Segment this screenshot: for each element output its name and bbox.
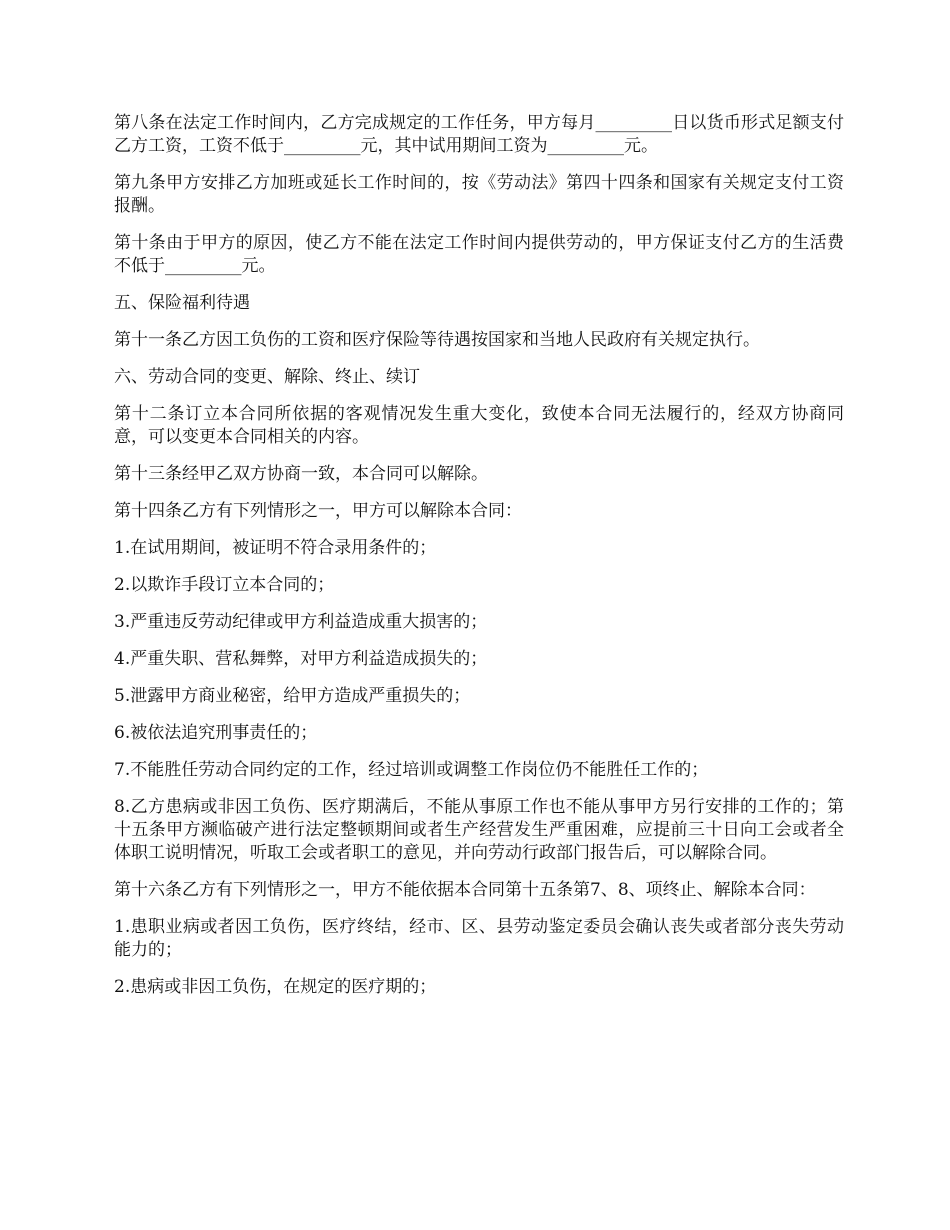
list-item-14-5: 5.泄露甲方商业秘密，给甲方造成严重损失的； <box>114 686 471 706</box>
document-page <box>114 112 844 1013</box>
paragraph-article-16: 第十六条乙方有下列情形之一，甲方不能依据本合同第十五条第7、8、项终止、解除本合同： <box>114 880 816 900</box>
list-item-14-3: 3.严重违反劳动纪律或甲方利益造成重大损害的； <box>114 612 488 632</box>
list-item-14-8-and-article-15: 8.乙方患病或非因工负伤、医疗期满后，不能从事原工作也不能从事甲方另行安排的工作的；第十五条甲方濒临破产进行法定整顿期间或者生产经营发生严重困难，应提前三十日向工会或者全体职工说明情况，听取工会或者职工的意见，并向劳动行政部门报告后，可以解除合同。 <box>114 797 844 863</box>
paragraph-article-10: 第十条由于甲方的原因，使乙方不能在法定工作时间内提供劳动的，甲方保证支付乙方的生活费不低于_________元。 <box>114 233 844 276</box>
section-heading-insurance-welfare: 五、保险福利待遇 <box>114 293 250 313</box>
list-item-14-1: 1.在试用期间，被证明不符合录用条件的； <box>114 538 437 558</box>
paragraph-article-8: 第八条在法定工作时间内，乙方完成规定的工作任务，甲方每月_________日以货币形式足额支付乙方工资，工资不低于_________元，其中试用期间工资为_________元。 <box>114 113 844 156</box>
list-item-14-6: 6.被依法追究刑事责任的； <box>114 723 318 743</box>
paragraph-article-12: 第十二条订立本合同所依据的客观情况发生重大变化，致使本合同无法履行的，经双方协商同意，可以变更本合同相关的内容。 <box>114 404 844 447</box>
list-item-16-2: 2.患病或非因工负伤，在规定的医疗期的； <box>114 977 437 997</box>
list-item-16-1: 1.患职业病或者因工负伤，医疗终结，经市、区、县劳动鉴定委员会确认丧失或者部分丧失劳动能力的； <box>114 917 844 960</box>
list-item-14-2: 2.以欺诈手段订立本合同的； <box>114 575 335 595</box>
paragraph-article-9: 第九条甲方安排乙方加班或延长工作时间的，按《劳动法》第四十四条和国家有关规定支付工资报酬。 <box>114 173 844 216</box>
list-item-14-4: 4.严重失职、营私舞弊，对甲方利益造成损失的； <box>114 649 488 669</box>
section-heading-contract-changes: 六、劳动合同的变更、解除、终止、续订 <box>114 367 420 387</box>
paragraph-article-13: 第十三条经甲乙双方协商一致，本合同可以解除。 <box>114 464 488 484</box>
paragraph-article-11: 第十一条乙方因工负伤的工资和医疗保险等待遇按国家和当地人民政府有关规定执行。 <box>114 330 760 350</box>
paragraph-article-14: 第十四条乙方有下列情形之一，甲方可以解除本合同： <box>114 501 522 521</box>
list-item-14-7: 7.不能胜任劳动合同约定的工作，经过培训或调整工作岗位仍不能胜任工作的； <box>114 760 709 780</box>
